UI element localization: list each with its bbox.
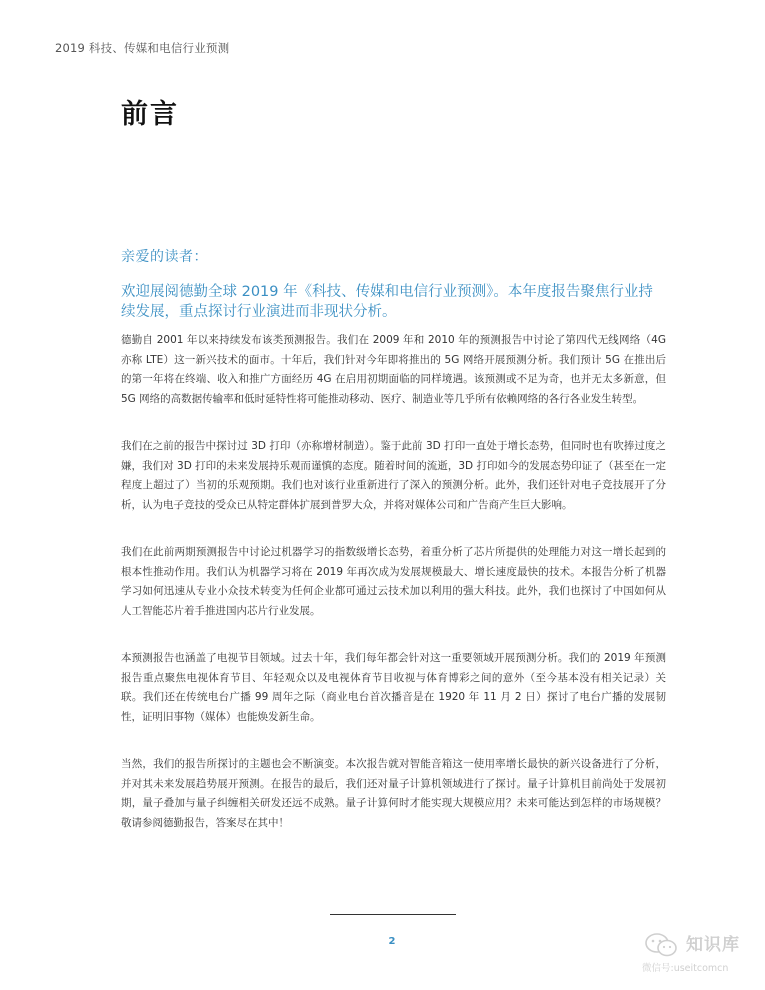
body-paragraph-4: 本预测报告也涵盖了电视节目领域。过去十年，我们每年都会针对这一重要领域开展预测分析。我们的 2019 年预测报告重点聚焦电视体育节目、年轻观众以及电视体育节目收视与体育博彩之间的意外（至今基本没有相关记录）关联。我们还在传统电台广播 99 周年之际（商业电台首次播音是在 1920 年 11 月 2 日）探讨了电台广播的发展韧性，证明旧事物（媒体）也能焕发新生命。 — [121, 652, 666, 723]
body-text — [121, 331, 666, 861]
salutation: 亲爱的读者： — [121, 249, 208, 265]
body-paragraph-2: 我们在之前的报告中探讨过 3D 打印（亦称增材制造）。鉴于此前 3D 打印一直处于增长态势，但同时也有吹捧过度之嫌，我们对 3D 打印的未来发展持乐观而谨慎的态度。随着时间的流逝，3D 打印如今的发展态势印证了（甚至在一定程度上超过了）当初的乐观预期。我们也对该行业重新进行了深入的预测分析。此外，我们还针对电子竞技展开了分析，认为电子竞技的受众已从特定群体扩展到普罗大众，并将对媒体公司和广告商产生巨大影响。 — [121, 440, 666, 511]
lead-paragraph: 欢迎展阅德勤全球 2019 年《科技、传媒和电信行业预测》。本年度报告聚焦行业持续发展，重点探讨行业演进而非现状分析。 — [121, 284, 653, 320]
footer-divider — [330, 914, 456, 915]
wechat-icon — [644, 932, 680, 962]
watermark-subtitle: 微信号:useitcomcn — [642, 963, 729, 974]
body-paragraph-5: 当然，我们的报告所探讨的主题也会不断演变。本次报告就对智能音箱这一使用率增长最快的新兴设备进行了分析，并对其未来发展趋势展开预测。在报告的最后，我们还对量子计算机领域进行了探讨。量子计算机目前尚处于发展初期，量子叠加与量子纠缠相关研发还远不成熟。量子计算何时才能实现大规模应用？未来可能达到怎样的市场规模？敬请参阅德勤报告，答案尽在其中！ — [121, 758, 666, 829]
watermark-title: 知识库 — [686, 935, 740, 955]
page-number: 2 — [388, 936, 396, 947]
page-title: 前言 — [121, 99, 179, 130]
body-paragraph-1: 德勤自 2001 年以来持续发布该类预测报告。我们在 2009 年和 2010 年的预测报告中讨论了第四代无线网络（4G 亦称 LTE）这一新兴技术的面市。十年后，我们针对今年即将推出的 5G 网络开展预测分析。我们预计 5G 在推出后的第一年将在终端、收入和推广方面经历 4G 在启用初期面临的同样境遇。该预测或不足为奇，也并无太多新意，但 5G 网络的高数据传输率和低时延特性将可能推动移动、医疗、制造业等几乎所有依赖网络的各行各业发生转型。 — [121, 334, 666, 405]
watermark — [642, 930, 757, 980]
running-header: 2019 科技、传媒和电信行业预测 — [55, 41, 230, 55]
body-paragraph-3: 我们在此前两期预测报告中讨论过机器学习的指数级增长态势，着重分析了芯片所提供的处理能力对这一增长起到的根本性推动作用。我们认为机器学习将在 2019 年再次成为发展规模最大、增长速度最快的技术。本报告分析了机器学习如何迅速从专业小众技术转变为任何企业都可通过云技术加以利用的强大科技。此外，我们也探讨了中国如何从人工智能芯片着手推进国内芯片行业发展。 — [121, 546, 666, 617]
